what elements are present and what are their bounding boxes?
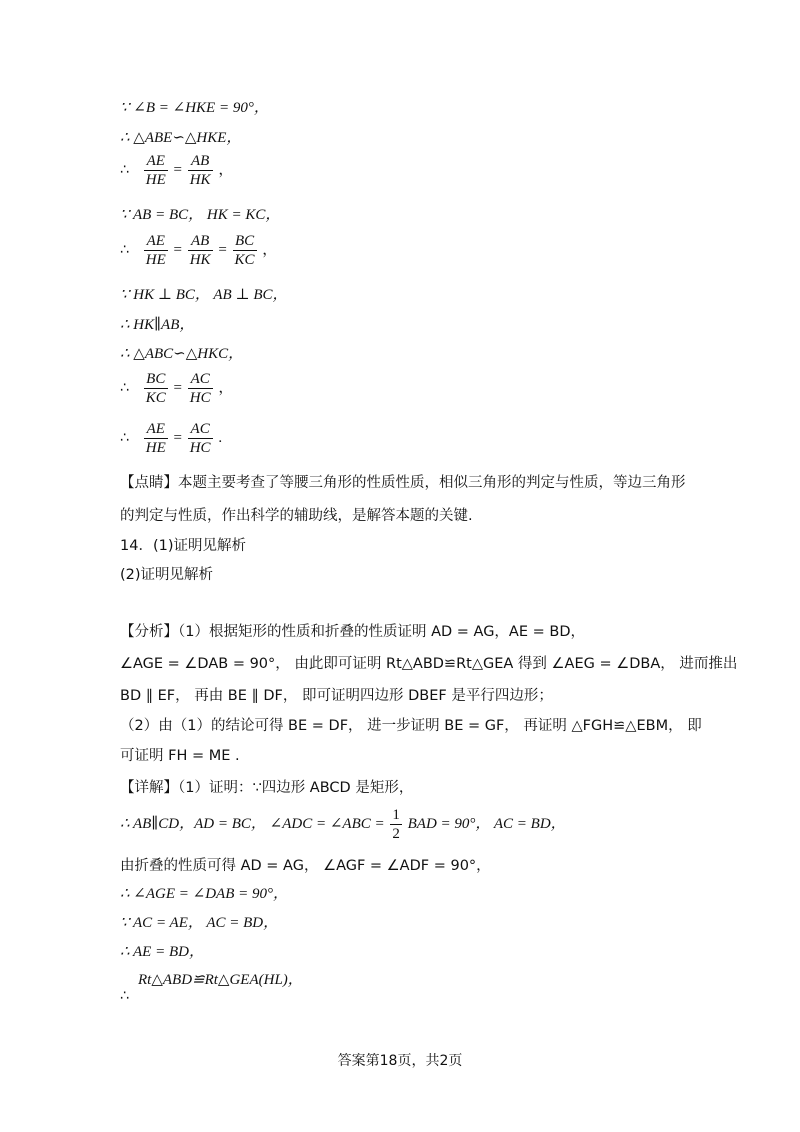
detail-line-7: Rt△ABD≌Rt△GEA(HL)， xyxy=(138,972,303,988)
proof-line-4: ∵ AB = BC， HK = KC， xyxy=(120,207,281,223)
fraction: $\frac{AE}{HE}$ xyxy=(145,421,166,456)
fraction: $\frac{AC}{HC}$ xyxy=(189,421,211,456)
detail-line-5: ∵ AC = AE， AC = BD， xyxy=(120,915,279,931)
comment-line-2: 的判定与性质，作出科学的辅助线，是解答本题的关键. xyxy=(120,508,473,524)
detail-line-1: 【详解】（1）证明：∵四边形 ABCD 是矩形， xyxy=(120,780,414,796)
fraction: $\frac{BC}{KC}$ xyxy=(145,371,166,406)
question-14-part-2: (2)证明见解析 xyxy=(120,567,214,583)
proof-line-5: ∴ $\frac{AE}{HE}$ = $\frac{AB}{HK}$ = $\frac{BC}{KC}$ ， xyxy=(120,233,278,268)
proof-line-2: ∴ △ABE∽△HKE， xyxy=(120,130,242,146)
proof-line-10: ∴ $\frac{AE}{HE}$ = $\frac{AC}{HC}$ . xyxy=(120,421,223,456)
fraction: $\frac{AE}{HE}$ xyxy=(145,153,166,188)
fraction: $\frac{AC}{HC}$ xyxy=(189,371,211,406)
proof-line-7: ∴ HK∥AB， xyxy=(120,317,195,333)
analysis-line-3: BD ∥ EF， 再由 BE ∥ DF， 即可证明四边形 DBEF 是平行四边形； xyxy=(120,688,553,704)
analysis-line-2: ∠AGE = ∠DAB = 90°， 由此即可证明 Rt△ABD≌Rt△GEA 得到 ∠AEG = ∠DBA， 进而推出 xyxy=(120,656,738,672)
therefore-symbol: ∴ xyxy=(120,379,129,396)
detail-line-4: ∴ ∠AGE = ∠DAB = 90°， xyxy=(120,886,288,902)
proof-line-8: ∴ △ABC∽△HKC， xyxy=(120,346,244,362)
analysis-line-1: 【分析】（1）根据矩形的性质和折叠的性质证明 AD = AG，AE = BD， xyxy=(120,624,585,640)
therefore-symbol: ∴ xyxy=(120,429,129,446)
detail-line-6: ∴ AE = BD， xyxy=(120,944,204,960)
proof-line-6: ∵ HK ⊥ BC， AB ⊥ BC， xyxy=(120,287,288,303)
fraction: $\frac{AB}{HK}$ xyxy=(189,233,211,268)
therefore-symbol: ∴ xyxy=(120,161,129,178)
analysis-line-5: 可证明 FH = ME . xyxy=(120,748,240,764)
fraction: $\frac{AB}{HK}$ xyxy=(189,153,211,188)
therefore-symbol: ∴ xyxy=(120,241,129,258)
therefore-symbol: ∴ xyxy=(120,988,129,1004)
page-footer: 答案第18页，共2页 xyxy=(337,1053,463,1069)
detail-line-3: 由折叠的性质可得 AD = AG， ∠AGF = ∠ADF = 90°， xyxy=(120,858,491,874)
fraction: $\frac{AE}{HE}$ xyxy=(145,233,166,268)
fraction-one-half: $\frac{1}{2}$ xyxy=(392,807,400,842)
proof-line-3: ∴ $\frac{AE}{HE}$ = $\frac{AB}{HK}$ ， xyxy=(120,153,234,188)
detail-line-2: ∴ AB∥CD，AD = BC， ∠ADC = ∠ABC = $\frac{1}{2}$ BAD = 90°， AC = BD， xyxy=(120,807,566,842)
proof-line-1: ∵ ∠B = ∠HKE = 90°， xyxy=(120,100,269,116)
comment-line-1: 【点睛】本题主要考查了等腰三角形的性质性质，相似三角形的判定与性质，等边三角形 xyxy=(120,475,686,491)
proof-line-9: ∴ $\frac{BC}{KC}$ = $\frac{AC}{HC}$ ， xyxy=(120,371,234,406)
fraction: $\frac{BC}{KC}$ xyxy=(234,233,255,268)
analysis-line-4: （2）由（1）的结论可得 BE = DF， 进一步证明 BE = GF， 再证明 △FGH≌△EBM， 即 xyxy=(120,718,702,734)
question-14-part-1: 14．(1)证明见解析 xyxy=(120,538,246,554)
